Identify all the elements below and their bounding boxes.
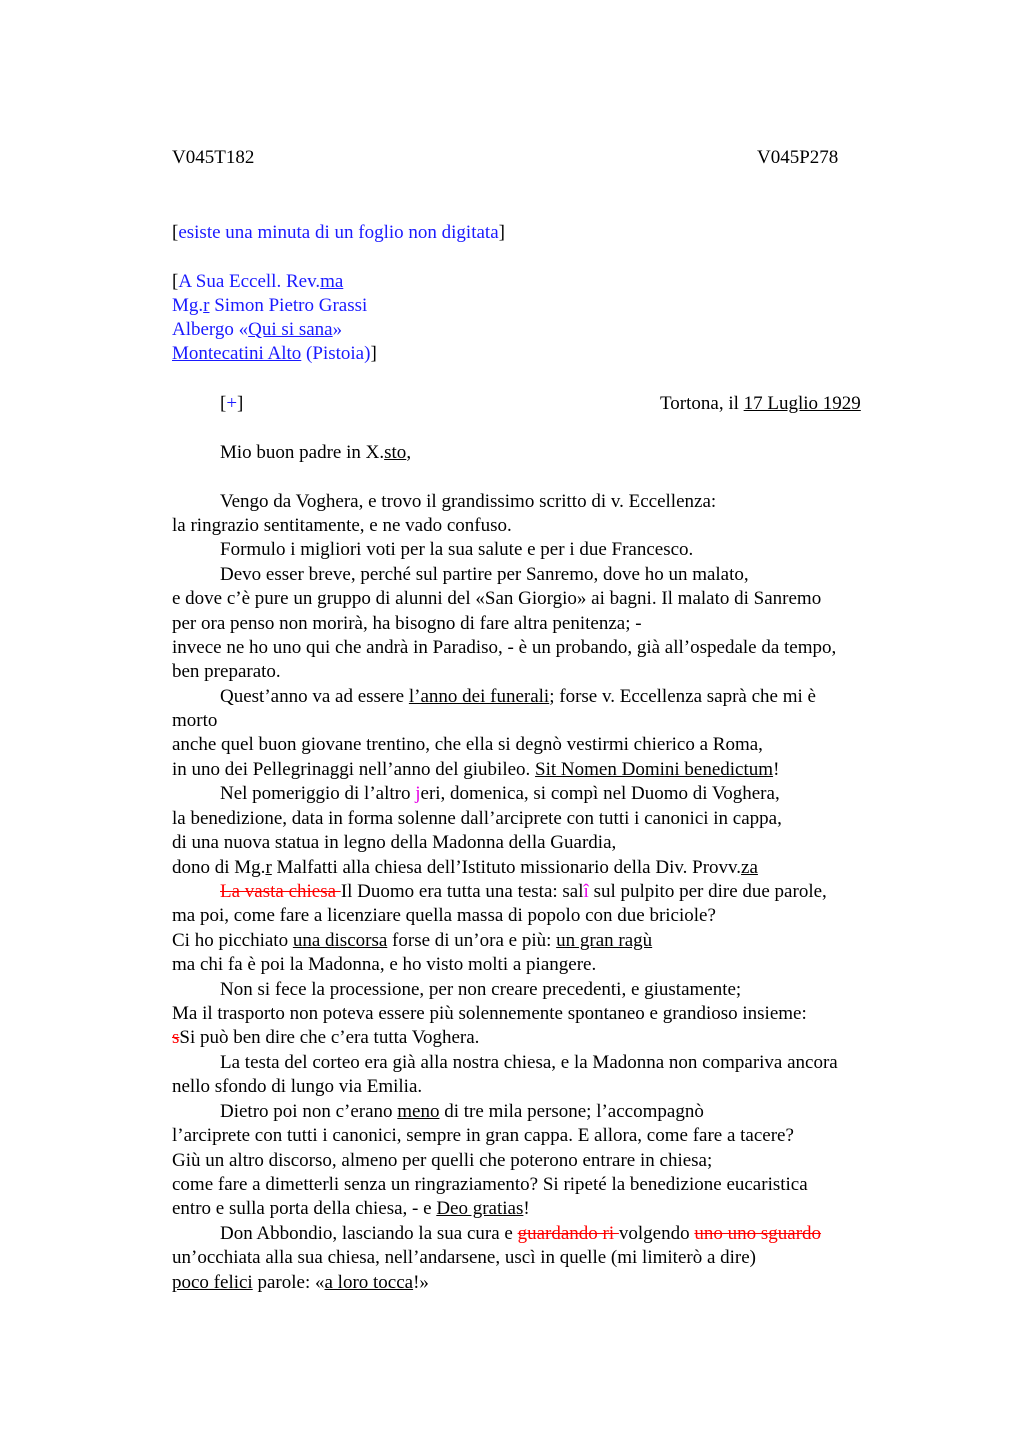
body-line: l’arciprete con tutti i canonici, sempre in gran cappa. E allora, come fare a tacere? (172, 1125, 794, 1146)
deleted-text: guardando ri (517, 1223, 619, 1244)
body-line: Ma il trasporto non poteva essere più solennemente spontaneo e grandioso insieme: (172, 1003, 807, 1024)
body-line: Dietro poi non c’erano meno di tre mila persone; l’accompagnò (220, 1101, 704, 1122)
body-line: Ci ho picchiato una discorsa forse di un’ora e più: un gran ragù (172, 930, 653, 951)
address-line-4: Montecatini Alto (Pistoia)] (172, 343, 377, 364)
body-line: invece ne ho uno qui che andrà in Paradiso, - è un probando, già all’ospedale da tempo, (172, 637, 837, 658)
place-date: Tortona, il 17 Luglio 1929 (660, 393, 861, 414)
cross-mark: [+] (220, 393, 244, 414)
header-right-code: V045P278 (757, 147, 839, 168)
body-line: nello sfondo di lungo via Emilia. (172, 1076, 423, 1097)
body-line: un’occhiata alla sua chiesa, nell’andarsene, uscì in quelle (mi limiterò a dire) (172, 1247, 757, 1268)
body-line: dono di Mg.r Malfatti alla chiesa dell’Istituto missionario della Div. Provv.za (172, 857, 758, 878)
body-line: Devo esser breve, perché sul partire per Sanremo, dove ho un malato, (220, 564, 749, 585)
body-line: La vasta chiesa Il Duomo era tutta una testa: salî sul pulpito per dire due parole, (220, 881, 827, 902)
body-line: entro e sulla porta della chiesa, - e Deo gratias! (172, 1198, 530, 1219)
body-line: in uno dei Pellegrinaggi nell’anno del giubileo. Sit Nomen Domini benedictum! (172, 759, 780, 780)
body-line: Non si fece la processione, per non creare precedenti, e giustamente; (220, 979, 742, 1000)
editorial-note: [esiste una minuta di un foglio non digitata] (172, 222, 505, 243)
body-line: Quest’anno va ad essere l’anno dei funerali; forse v. Eccellenza saprà che mi è (220, 686, 816, 707)
header-left-code: V045T182 (172, 147, 255, 168)
body-line: ma chi fa è poi la Madonna, e ho visto molti a piangere. (172, 954, 597, 975)
body-line: Nel pomeriggio di l’altro jeri, domenica, si compì nel Duomo di Voghera, (220, 783, 780, 804)
body-line: morto (172, 710, 218, 731)
body-line: poco felici parole: «a loro tocca!» (172, 1272, 429, 1293)
deleted-text: s (172, 1027, 180, 1048)
body-line: la benedizione, data in forma solenne dall’arciprete con tutti i canonici in cappa, (172, 808, 782, 829)
body-line: Don Abbondio, lasciando la sua cura e guardando ri volgendo uno uno sguardo (220, 1223, 822, 1244)
body-line: La testa del corteo era già alla nostra chiesa, e la Madonna non compariva ancora (220, 1052, 838, 1073)
body-line: Vengo da Voghera, e trovo il grandissimo scritto di v. Eccellenza: (220, 491, 717, 512)
body-line: ben preparato. (172, 661, 281, 682)
body-line: di una nuova statua in legno della Madonna della Guardia, (172, 832, 617, 853)
body-line: Formulo i migliori voti per la sua salute e per i due Francesco. (220, 539, 694, 560)
deleted-text: uno uno sguardo (694, 1223, 822, 1244)
body-line: come fare a dimetterli senza un ringraziamento? Si ripeté la benedizione eucaristica (172, 1174, 808, 1195)
body-line: e dove c’è pure un gruppo di alunni del «San Giorgio» ai bagni. Il malato di Sanremo (172, 588, 822, 609)
body-line: la ringrazio sentitamente, e ne vado confuso. (172, 515, 512, 536)
body-line: anche quel buon giovane trentino, che ella si degnò vestirmi chierico a Roma, (172, 734, 763, 755)
body-line: per ora penso non morirà, ha bisogno di fare altra penitenza; - (172, 613, 642, 634)
body-line: ma poi, come fare a licenziare quella massa di popolo con due briciole? (172, 905, 716, 926)
deleted-text: La vasta chiesa (220, 881, 341, 902)
body-line: Giù un altro discorso, almeno per quelli che poterono entrare in chiesa; (172, 1150, 713, 1171)
address-line-1: [A Sua Eccell. Rev.ma (172, 271, 344, 292)
address-line-2: Mg.r Simon Pietro Grassi (172, 295, 368, 316)
salutation: Mio buon padre in X.sto, (220, 442, 412, 463)
address-line-3: Albergo «Qui si sana» (172, 319, 343, 340)
body-line: sSi può ben dire che c’era tutta Voghera. (172, 1027, 480, 1048)
